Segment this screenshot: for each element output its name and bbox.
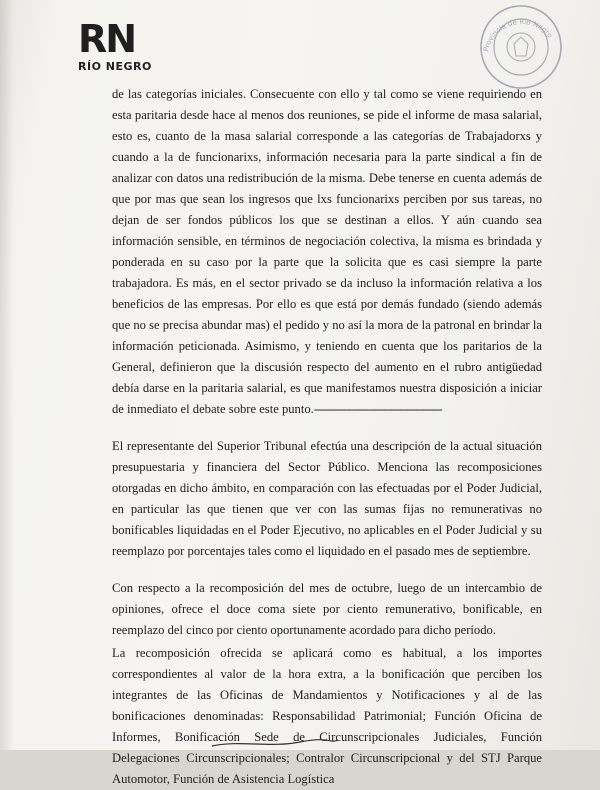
official-stamp-icon — [478, 4, 564, 90]
paragraph-1-text: de las categorías iniciales. Consecuente con ello y tal como se viene requiriendo en esta paritaria desde hace al menos dos reuniones, se pide el informe de masa salarial, esto es, cuanto de la masa salarial corresponde a las categorías de Trabajadorxs y cuando a la de funcionarixs, información necesaria para la parte sindical a fin de analizar con datos una redistribución de la misma. Debe tenerse en cuenta además de que por mas que sean los ingresos que lxs funcionarixs perciben por sus tareas, no dejan de ser fondos públicos los que se destinan a ellos. Y aún cuando sea información sensible, en términos de negociación colectiva, la misma es brindada y ponderada en su caso por la parte que la solicita que es casi siempre la parte trabajadora. Es más, en el sector privado se da incluso la información relativa a los beneficios de las empresas. Por ello es que está por demás fundado (siendo además que no se precisa abundar mas) el pedido y no así la mora de la patronal en brindar la información peticionada. Asimismo, y teniendo en cuenta que los paritarios de la General, definieron que la discusión respecto del aumento en el rubro antigüedad debía darse en la paritaria salarial, es que manifestamos nuestra disposición a iniciar de inmediato el debate sobre este punto. — [112, 87, 542, 416]
document-body — [112, 84, 542, 790]
paragraph-1 — [112, 84, 542, 420]
rio-negro-logo — [78, 17, 158, 76]
stamp-text: Provincia de Río Negro — [482, 17, 554, 53]
page-edge-shadow — [0, 0, 14, 750]
logo-mark: RN — [78, 17, 136, 61]
dash-fill: ---------------------------------------- — [313, 402, 442, 416]
signature-stroke — [210, 736, 340, 750]
logo-text: RÍO NEGRO — [78, 60, 152, 73]
svg-text:Provincia de Río Negro — [482, 18, 554, 53]
paragraph-3: Con respecto a la recomposición del mes de octubre, luego de un intercambio de opiniones, ofrece el doce coma siete por ciento remunerativo, bonificable, en reemplazo del cinco por ciento oportunamente acordado para dicho período. — [112, 581, 542, 637]
paragraph-4: La recomposición ofrecida se aplicará como es habitual, a los importes correspondientes al valor de la hora extra, a la bonificación que perciben los integrantes de las Oficinas de Mandamientos y Notificaciones y al de las bonificaciones denominadas: Responsabilidad Patrimonial; Función Oficina de Informes, Bonificación Sede de Circunscripcionales Judiciales, Función Delegaciones Circunscripcionales; Contralor Circunscripcional y del STJ Parque Automotor, Función de Asistencia Logística — [112, 646, 542, 786]
paragraph-2: El representante del Superior Tribunal efectúa una descripción de la actual situación presupuestaria y financiera del Sector Público. Menciona las recomposiciones otorgadas en dicho ámbito, en comparación con las efectuadas por el Poder Judicial, en particular las que tienen que ver con las sumas fijas no remunerativas no bonificables liquidadas en el Poder Ejecutivo, no aplicables en el Poder Judicial y su reemplazo por porcentajes tales como el liquidado en el pasado mes de septiembre. — [112, 439, 542, 558]
